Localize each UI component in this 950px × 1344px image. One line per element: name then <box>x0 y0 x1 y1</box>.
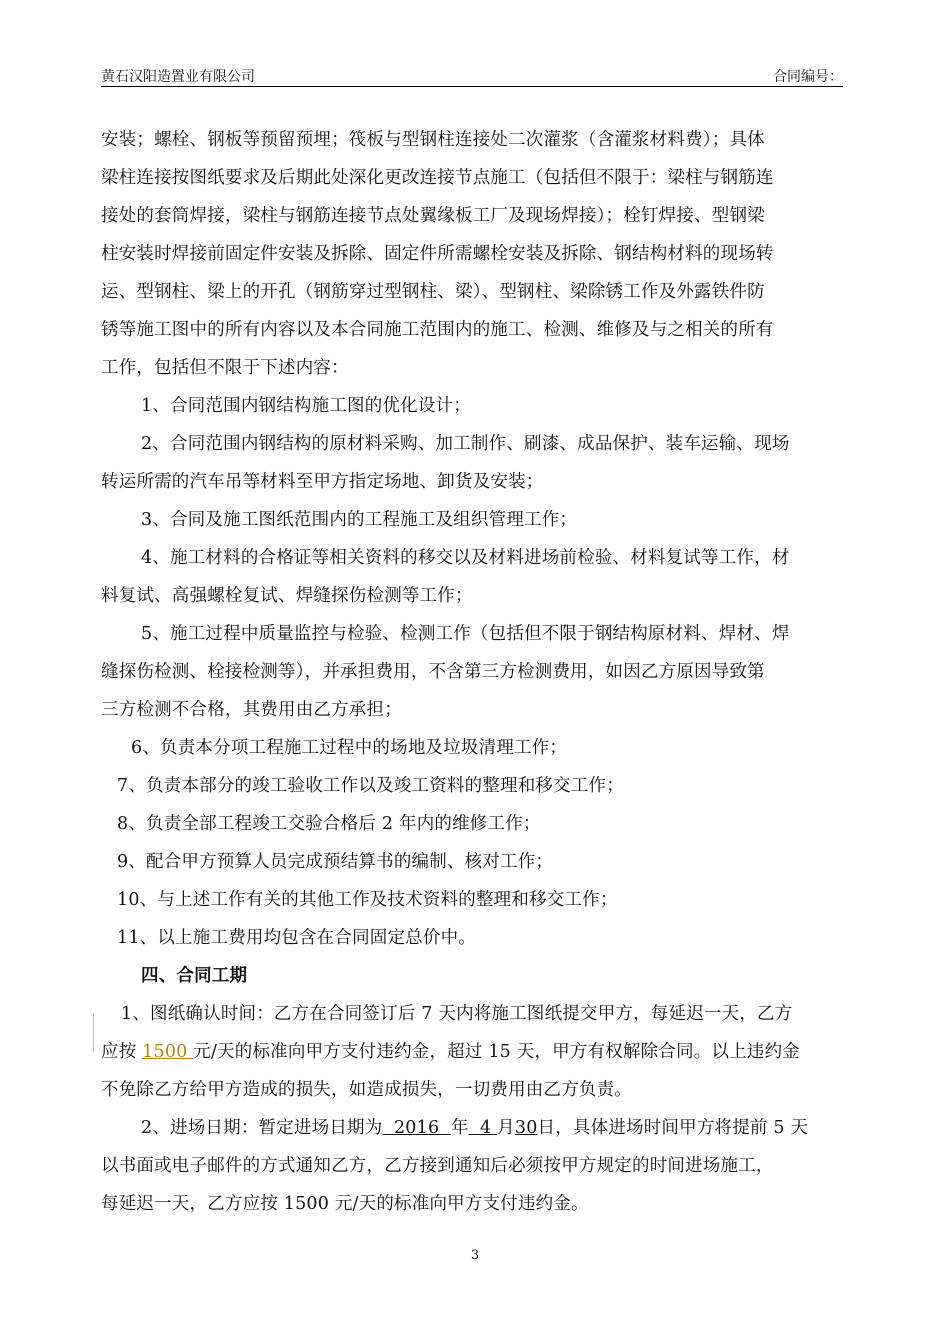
list-item: 2、合同范围内钢结构的原材料采购、加工制作、刷漆、成品保护、装车运输、现场 <box>141 434 790 454</box>
text-span: 应按 <box>101 1042 143 1062</box>
list-item: 1、合同范围内钢结构施工图的优化设计； <box>141 396 471 416</box>
text-line: 梁柱连接按图纸要求及后期此处深化更改连接节点施工（包括但不限于：梁柱与钢筋连 <box>101 168 774 188</box>
list-item: 4、施工材料的合格证等相关资料的移交以及材料进场前检验、材料复试等工作，材 <box>141 548 790 568</box>
margin-change-bar <box>93 1014 98 1052</box>
entry-year: 2016 <box>382 1118 451 1138</box>
section-title: 四、合同工期 <box>141 966 248 986</box>
list-item: 11、以上施工费用均包含在合同固定总价中。 <box>117 928 476 948</box>
text-span: 2、进场日期：暂定进场日期为 <box>141 1118 383 1138</box>
text-line: 柱安装时焊接前固定件安装及拆除、固定件所需螺栓安装及拆除、钢结构材料的现场转 <box>101 244 774 264</box>
penalty-amount: 1500 <box>142 1042 194 1062</box>
text-line: 每延迟一天，乙方应按 1500 元/天的标准向甲方支付违约金。 <box>101 1194 589 1214</box>
entry-day: 30 <box>514 1118 538 1138</box>
list-item: 3、合同及施工图纸范围内的工程施工及组织管理工作； <box>141 510 578 530</box>
text-line: 转运所需的汽车吊等材料至甲方指定场地、卸货及安装； <box>101 472 544 492</box>
contract-number-label: 合同编号： <box>773 69 843 85</box>
text-line: 缝探伤检测、栓接检测等），并承担费用，不含第三方检测费用，如因乙方原因导致第 <box>101 662 765 682</box>
text-line: 料复试、高强螺栓复试、焊缝探伤检测等工作； <box>101 586 473 606</box>
text-line: 三方检测不合格，其费用由乙方承担； <box>101 700 402 720</box>
list-item: 6、负责本分项工程施工过程中的场地及垃圾清理工作； <box>131 738 568 758</box>
list-item: 7、负责本部分的竣工验收工作以及竣工资料的整理和移交工作； <box>117 776 624 796</box>
text-line: 运、型钢柱、梁上的开孔（钢筋穿过型钢柱、梁）、型钢柱、梁除锈工作及外露铁件防 <box>101 282 765 302</box>
text-span: 月 <box>497 1118 515 1138</box>
list-item: 5、施工过程中质量监控与检验、检测工作（包括但不限于钢结构原材料、焊材、焊 <box>141 624 790 644</box>
list-item: 10、与上述工作有关的其他工作及技术资料的整理和移交工作； <box>117 890 618 910</box>
text-span: 日，具体进场时间甲方将提前 5 天 <box>537 1118 809 1138</box>
text-line: 以书面或电子邮件的方式通知乙方，乙方接到通知后必须按甲方规定的时间进场施工， <box>101 1156 774 1176</box>
page-header <box>101 66 843 87</box>
text-line: 工作，包括但不限于下述内容： <box>101 358 349 378</box>
text-line: 接处的套筒焊接，梁柱与钢筋连接节点处翼缘板工厂及现场焊接）；栓钉焊接、型钢梁 <box>101 206 765 226</box>
text-line <box>101 1040 800 1064</box>
list-item: 8、负责全部工程竣工交验合格后 2 年内的维修工作； <box>117 814 541 834</box>
list-item: 9、配合甲方预算人员完成预结算书的编制、核对工作； <box>117 852 554 872</box>
entry-month: 4 <box>468 1118 498 1138</box>
page-number: 3 <box>470 1248 480 1263</box>
text-span: 元/天的标准向甲方支付违约金，超过 15 天，甲方有权解除合同。以上违约金 <box>193 1042 800 1062</box>
text-line: 不免除乙方给甲方造成的损失，如造成损失，一切费用由乙方负责。 <box>101 1080 632 1100</box>
company-name: 黄石汉阳造置业有限公司 <box>101 69 255 85</box>
text-line: 1、图纸确认时间：乙方在合同签订后 7 天内将施工图纸提交甲方，每延迟一天，乙方 <box>121 1004 793 1024</box>
text-line: 锈等施工图中的所有内容以及本合同施工范围内的施工、检测、维修及与之相关的所有 <box>101 320 774 340</box>
text-line: 安装；螺栓、钢板等预留预埋；筏板与型钢柱连接处二次灌浆（含灌浆材料费）；具体 <box>101 130 765 150</box>
text-span: 年 <box>450 1118 469 1138</box>
text-line <box>141 1116 808 1140</box>
